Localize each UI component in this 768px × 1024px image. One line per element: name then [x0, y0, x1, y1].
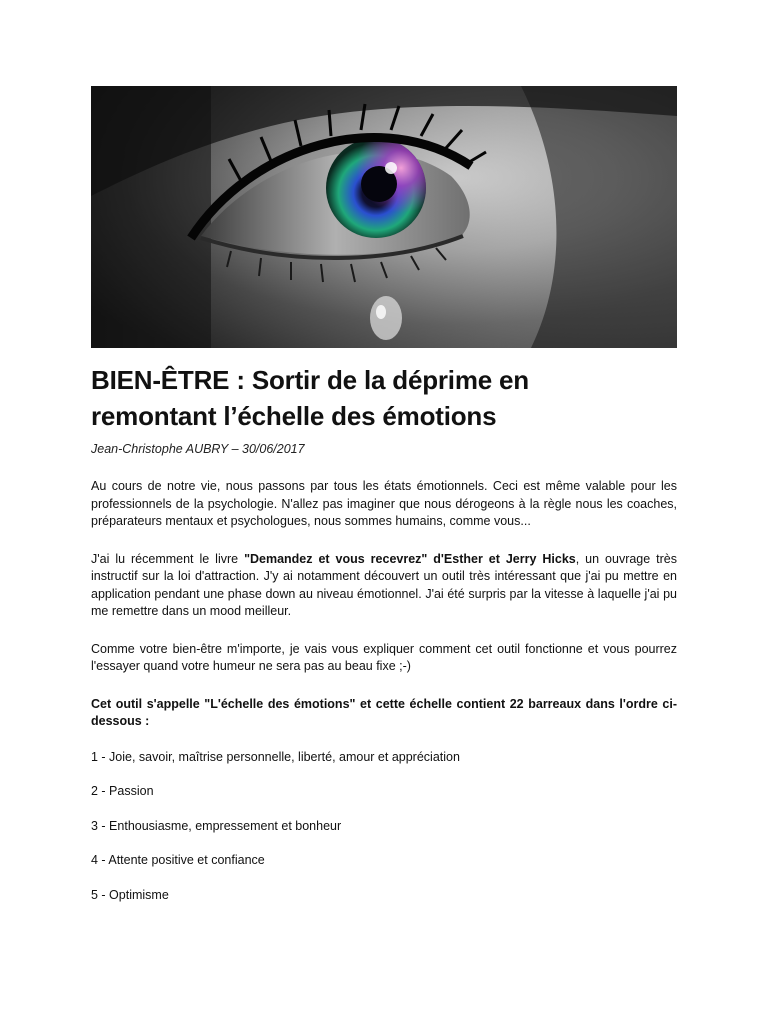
tool-intro-bold: Cet outil s'appelle "L'échelle des émotions" et cette échelle contient 22 barreaux dans l'ordre ci-dessous :	[91, 696, 677, 728]
emotion-ladder-list	[91, 749, 677, 905]
title-line-1: BIEN-ÊTRE : Sortir de la déprime en	[91, 365, 529, 395]
list-item: 3 - Enthousiasme, empressement et bonheur	[91, 818, 342, 833]
paragraph-tool-intro	[91, 696, 677, 731]
list-item: 1 - Joie, savoir, maîtrise personnelle, liberté, amour et appréciation	[91, 749, 460, 764]
article-title	[91, 362, 677, 434]
paragraph-book-after: , un ouvrage très instructif sur la loi d'attraction. J'y ai notamment découvert un outil très intéressant que j'ai pu mettre en application pendant une phase down au niveau émotionnel. J'ai été surpris par la vitesse à laquelle j'ai pu me remettre dans un mood meilleur.	[91, 551, 678, 618]
article-page	[91, 86, 677, 921]
title-line-2: remontant l’échelle des émotions	[91, 401, 497, 431]
paragraph-book	[91, 551, 677, 621]
hero-image-eye	[91, 86, 677, 348]
list-item: 2 - Passion	[91, 784, 154, 798]
paragraph-wellbeing: Comme votre bien-être m'importe, je vais vous expliquer comment cet outil fonctionne et vous pourrez l'essayer quand votre humeur ne sera pas au beau fixe ;-)	[91, 641, 677, 673]
paragraph-intro: Au cours de notre vie, nous passons par tous les états émotionnels. Ceci est même valable pour les professionnels de la psychologie. N'allez pas imaginer que nous dérogeons à la règle nous les coaches, préparateurs mentaux et psychologues, nous sommes humains, comme vous...	[91, 479, 677, 528]
eye-photo	[91, 86, 677, 348]
list-item: 4 - Attente positive et confiance	[91, 853, 265, 867]
paragraph-book-before: J'ai lu récemment le livre	[91, 551, 245, 566]
list-item: 5 - Optimisme	[91, 887, 169, 902]
book-title-bold: "Demandez et vous recevrez" d'Esther et Jerry Hicks	[244, 551, 576, 566]
article-byline: Jean-Christophe AUBRY – 30/06/2017	[91, 442, 305, 456]
